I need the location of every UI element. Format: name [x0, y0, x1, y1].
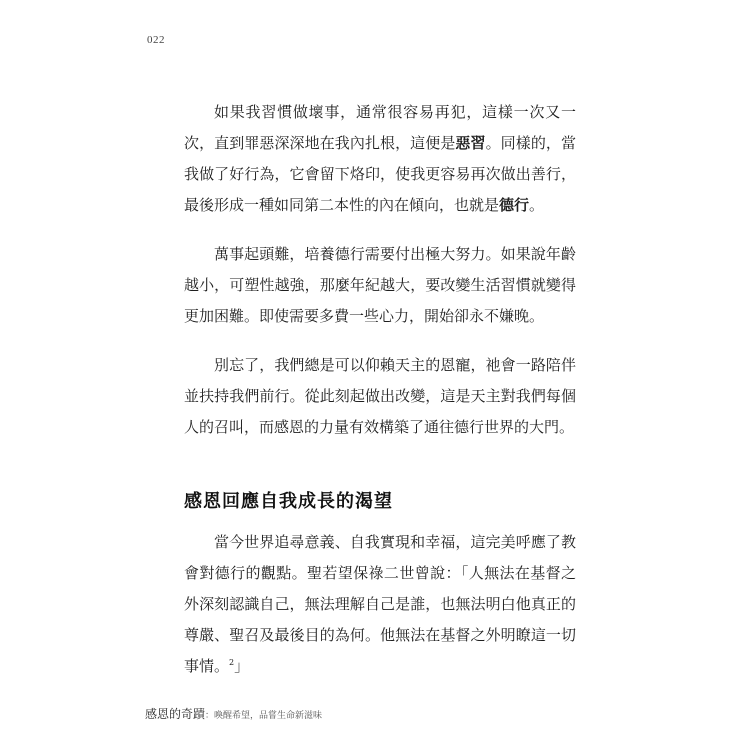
quote-close: 」 [234, 657, 250, 675]
running-footer [145, 705, 322, 722]
page-number: 022 [147, 34, 165, 46]
page-body [184, 97, 576, 682]
emphasis-vice: 惡習 [455, 134, 486, 152]
paragraph-text: 。 [529, 196, 545, 214]
emphasis-virtue: 德行 [499, 196, 530, 214]
paragraph-grace: 別忘了，我們總是可以仰賴天主的恩寵，祂會一路陪伴並扶持我們前行。從此刻起做出改變，這是天主對我們每個人的召叫，而感恩的力量有效構築了通往德行世界的大門。 [184, 356, 576, 436]
section-heading: 感恩回應自我成長的渴望 [184, 491, 393, 512]
paragraph-text: 當今世界追尋意義、自我實現和幸福，這完美呼應了教會對德行的觀點。聖若望保祿二世曾說：「人無法在基督之外深刻認識自己，無法理解自己是誰，也無法明白他真正的尊嚴、聖召及最後目的為何。他無法在基督之外明瞭這一切事情。 [184, 533, 576, 675]
paragraph-text: 如果我習慣做壞事，通常很容易再犯，這樣一次又一次，直到罪惡深深地在我內扎根，這便是 [184, 103, 576, 152]
footer-book-title: 感恩的奇蹟 [145, 707, 206, 721]
paragraph-text: 。同樣的，當我做了好行為，它會留下烙印，使我更容易再次做出善行，最後形成一種如同第二本性的內在傾向，也就是 [184, 134, 576, 214]
paragraph-vice-virtue [184, 97, 576, 221]
paragraph-quote [184, 527, 576, 682]
footnote-reference[interactable]: 2 [229, 658, 235, 667]
paragraph-effort: 萬事起頭難，培養德行需要付出極大努力。如果說年齡越小，可塑性越強，那麼年紀越大，要改變生活習慣就變得更加困難。即使需要多費一些心力，開始卻永不嫌晚。 [184, 245, 576, 325]
footer-subtitle: ：喚醒希望，品嘗生命新滋味 [205, 711, 323, 721]
